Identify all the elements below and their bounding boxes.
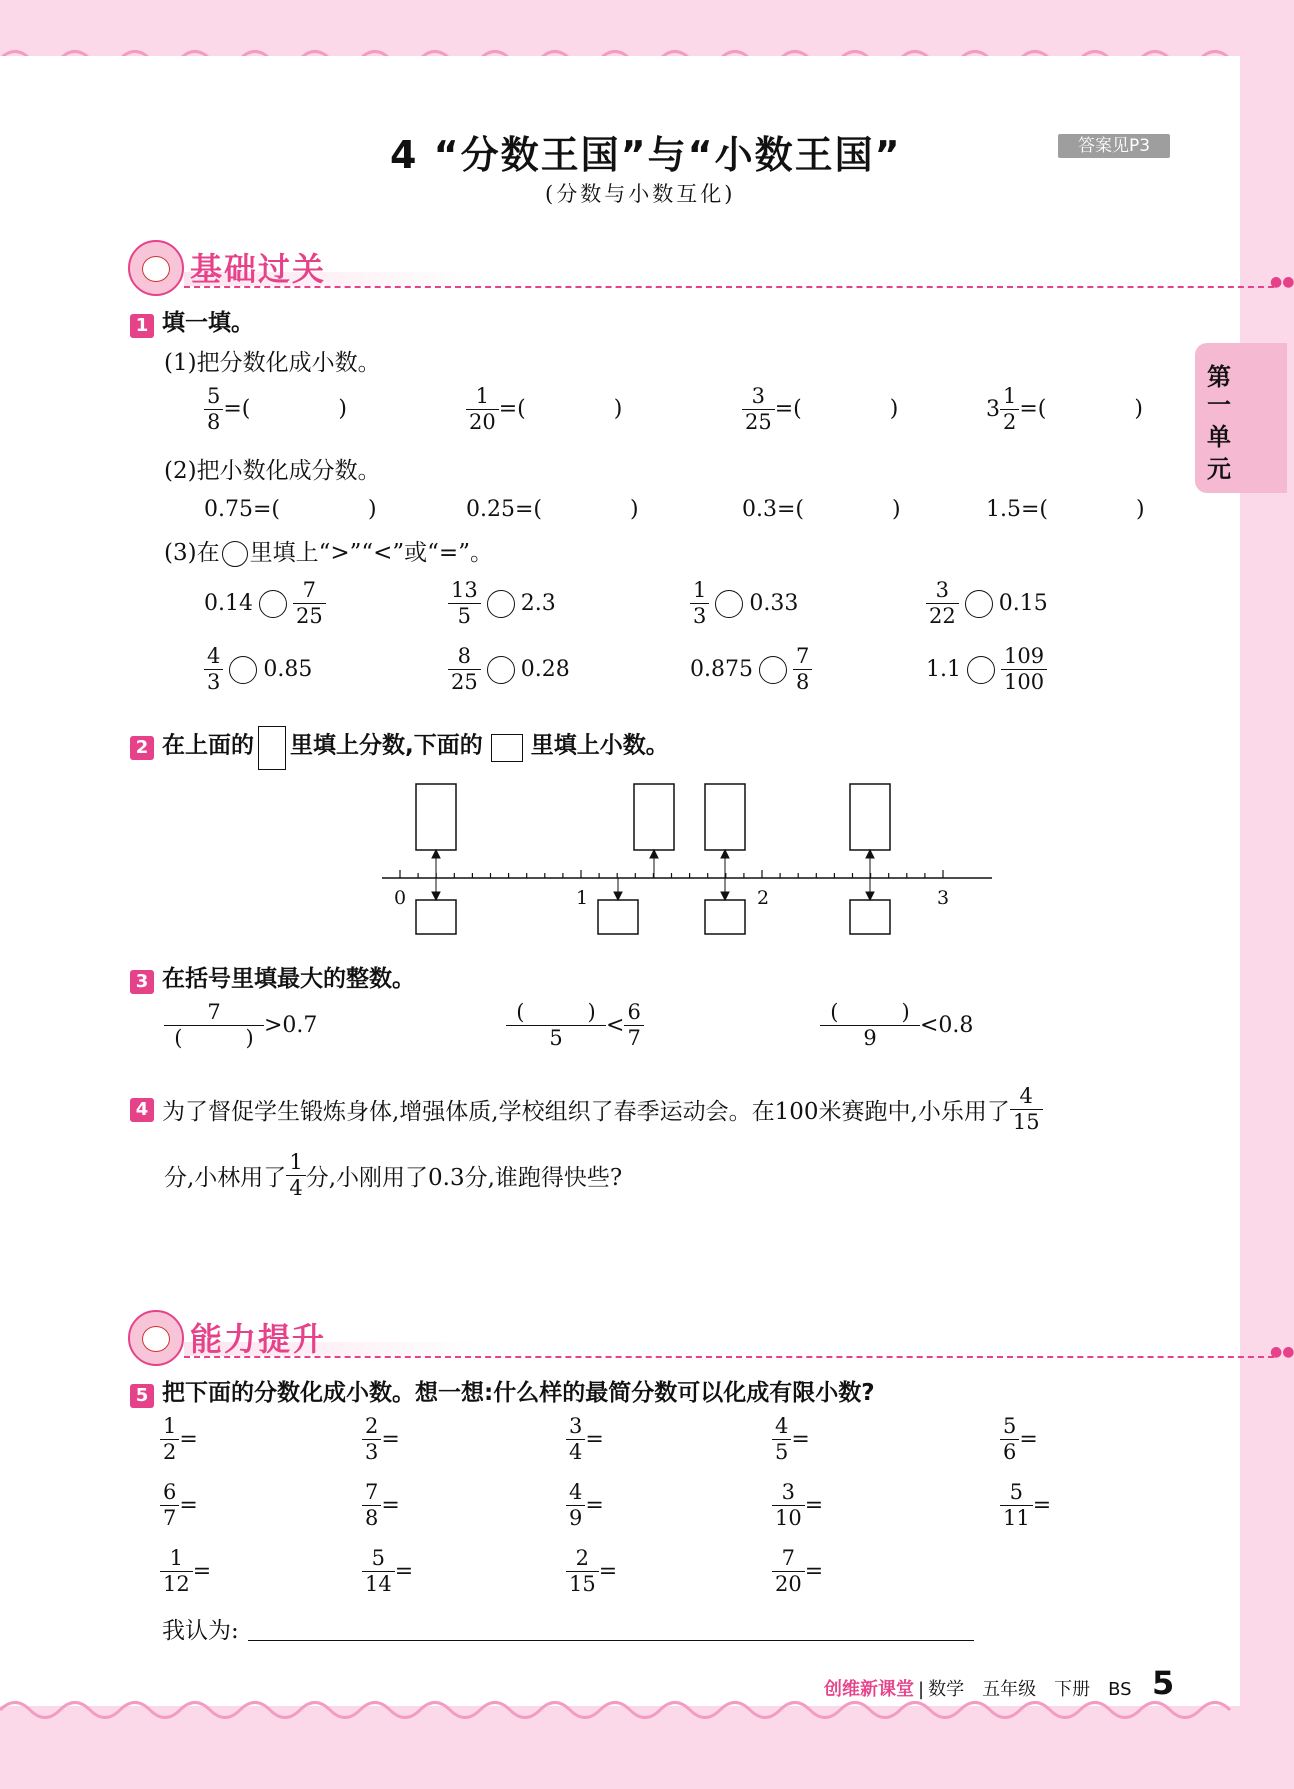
q5-fraction-item: $\frac{2}{3}$ = [362,1414,400,1465]
question-4-line2: 分,小林用了 $\frac{1}{4}$ 分,小刚用了0.3分,谁跑得快些? [164,1150,623,1200]
question-text: 填一填。 [162,310,254,336]
q3-item: $\frac{( )}{9}$ <0.8 [820,1000,973,1051]
tick-label: 1 [576,887,589,909]
dots-icon: ●● [1270,274,1294,290]
q3-item: $\frac{7}{( )}$ >0.7 [164,1000,317,1051]
compare-circle[interactable] [759,656,787,684]
compare-item: $\frac{4}{3}$ 0.85 [204,644,312,695]
q1-part2-item: 1.5=( ) [986,497,1145,522]
compare-item: $\frac{13}{5}$ 2.3 [448,578,556,629]
q1-part1-item: $\frac{1}{20}$ =( ) [466,384,622,435]
unit-tab-char: 元 [1207,455,1231,483]
page-subtitle: (分数与小数互化) [545,182,736,206]
compare-item: $\frac{3}{22}$ 0.15 [926,578,1048,629]
compare-item: 1.1 $\frac{109}{100}$ [926,644,1047,695]
q5-fraction-item: $\frac{7}{20}$ = [772,1546,823,1597]
question-2-heading: 2 在上面的 里填上分数,下面的 里填上小数。 [130,726,669,770]
page-title: 4 “分数王国”与“小数王国” [390,133,902,177]
section-advanced-header [128,1306,1294,1364]
q5-fraction-item: $\frac{4}{5}$ = [772,1414,810,1465]
q1-part1-item: 3 $\frac{1}{2}$ =( ) [986,384,1143,434]
number-line-diagram [380,780,1000,940]
dots-icon: ●● [1270,1344,1294,1360]
q1-part1-label: (1)把分数化成小数。 [164,350,381,376]
mascot-icon [128,1310,184,1366]
mascot-icon [128,240,184,296]
conclusion-line[interactable] [248,1640,974,1641]
compare-circle[interactable] [229,656,257,684]
section-title: 能力提升 [190,1320,327,1358]
q1-part3-label: (3)在 里填上“>”“<”或“=”。 [164,540,493,566]
tick-label: 0 [394,887,407,909]
conclusion-label: 我认为: [162,1618,239,1644]
tick-label: 3 [937,887,950,909]
question-1-heading [130,304,254,338]
question-number: 1 [130,314,154,338]
section-basic-header [128,236,1294,294]
compare-item: 0.14 $\frac{7}{25}$ [204,578,326,629]
compare-item: $\frac{8}{25}$ 0.28 [448,644,570,695]
section-title: 基础过关 [190,250,327,288]
q5-fraction-item: $\frac{3}{10}$ = [772,1480,823,1531]
q1-part2-item: 0.75=( ) [204,497,377,522]
q5-fraction-item: $\frac{3}{4}$ = [566,1414,604,1465]
q5-fraction-item: $\frac{1}{12}$ = [160,1546,211,1597]
compare-circle[interactable] [259,590,287,618]
compare-item: $\frac{1}{3}$ 0.33 [690,578,798,629]
unit-tab-char: 第 [1207,363,1231,391]
compare-circle[interactable] [965,590,993,618]
question-4-line1: 4 为了督促学生锻炼身体,增强体质,学校组织了春季运动会。在100米赛跑中,小乐用了 $\frac{4}{15}$ [130,1084,1043,1135]
answer-box-top [850,784,890,850]
answer-reference-badge: 答案见P3 [1058,134,1170,158]
unit-tab-char: 一 [1207,391,1231,419]
q5-fraction-item: $\frac{6}{7}$ = [160,1480,198,1531]
answer-box-bottom [850,900,890,934]
q3-item: $\frac{( )}{5}$ < $\frac{6}{7}$ [506,1000,644,1051]
answer-box-top [416,784,456,850]
q5-fraction-item: $\frac{5}{6}$ = [1000,1414,1038,1465]
q1-part2-item: 0.3=( ) [742,497,901,522]
answer-box-bottom [705,900,745,934]
page-number: 5 [1152,1664,1175,1702]
q1-part1-item: $\frac{5}{8}$ =( ) [204,384,347,435]
footer-info: 创维新课堂 | 数学 五年级 下册 BS [824,1679,1132,1700]
compare-circle[interactable] [487,656,515,684]
answer-box-top [634,784,674,850]
q5-fraction-item: $\frac{1}{2}$ = [160,1414,198,1465]
q5-fraction-item: $\frac{5}{11}$ = [1000,1480,1051,1531]
q1-part2-item: 0.25=( ) [466,497,639,522]
q5-fraction-item: $\frac{7}{8}$ = [362,1480,400,1531]
answer-box-bottom [598,900,638,934]
answer-box-top [705,784,745,850]
compare-circle[interactable] [715,590,743,618]
q1-part2-label: (2)把小数化成分数。 [164,458,381,484]
q5-fraction-item: $\frac{2}{15}$ = [566,1546,617,1597]
unit-tab-char: 单 [1207,423,1231,451]
compare-circle[interactable] [487,590,515,618]
q1-part1-item: $\frac{3}{25}$ =( ) [742,384,898,435]
compare-circle[interactable] [967,656,995,684]
question-5-heading: 5 把下面的分数化成小数。想一想:什么样的最简分数可以化成有限小数? [130,1374,875,1408]
q5-fraction-item: $\frac{5}{14}$ = [362,1546,413,1597]
compare-item: 0.875 $\frac{7}{8}$ [690,644,812,695]
unit-tab [1195,343,1287,493]
q5-fraction-item: $\frac{4}{9}$ = [566,1480,604,1531]
footer-brand: 创维新课堂 [824,1679,914,1700]
answer-box-bottom [416,900,456,934]
tick-label: 2 [757,887,770,909]
question-3-heading: 3 在括号里填最大的整数。 [130,960,415,994]
